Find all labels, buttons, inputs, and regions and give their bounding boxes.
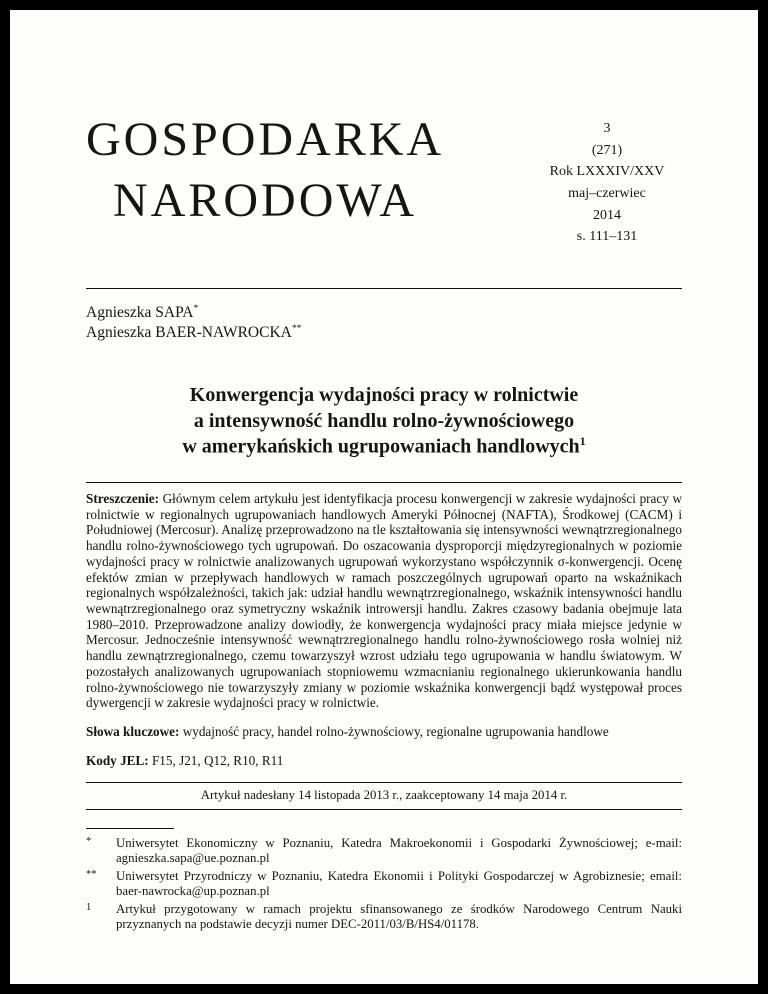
article-title-line: w amerykańskich ugrupowaniach handlowych$^1$	[182, 434, 586, 458]
issue-year: 2014	[593, 207, 621, 223]
article-title-line: a intensywność handlu rolno-żywnościowego	[193, 409, 575, 432]
footnote-text: Uniwersytet Ekonomiczny w Poznaniu, Katedra Makroekonomii i Gospodarki Żywnościowej; e-mail: agnieszka.sapa@ue.poznan.pl	[116, 835, 682, 866]
footnote-text: Uniwersytet Przyrodniczy w Poznaniu, Katedra Ekonomii i Polityki Gospodarczej w Agrobiznesie; email: baer-nawrocka@up.poznan.pl	[116, 868, 682, 899]
jel-text: F15, J21, Q12, R10, R11	[151, 753, 284, 768]
keywords-text: wydajność pracy, handel rolno-żywnościowy, regionalne ugrupowania handlowe	[182, 724, 609, 740]
page-content	[86, 10, 682, 933]
masthead-rule	[86, 288, 682, 289]
author-line	[86, 303, 682, 323]
footnote-marker: **	[86, 868, 97, 880]
author-block	[86, 303, 682, 343]
footnote-marker: 1	[86, 901, 92, 913]
footnote-separator-rule	[86, 828, 174, 829]
keywords-label: Słowa kluczowe:	[86, 724, 180, 740]
footnote	[86, 869, 682, 900]
submission-bottom-rule	[86, 809, 682, 810]
keywords-paragraph	[86, 724, 682, 740]
abstract-label: Streszczenie:	[86, 491, 159, 507]
abstract-paragraph	[86, 491, 682, 711]
author-name: Agnieszka SAPA	[86, 304, 194, 322]
author-name: Agnieszka BAER-NAWROCKA	[86, 324, 292, 342]
issue-volume: Rok LXXXIV/XXV	[549, 164, 665, 180]
issue-months: maj–czerwiec	[568, 186, 646, 202]
issue-sequence: (271)	[591, 142, 623, 158]
title-footnote-marker: 1	[579, 434, 586, 449]
footnotes-block	[86, 836, 682, 933]
jel-label: Kody JEL:	[86, 753, 149, 768]
footnote-marker: *	[86, 835, 92, 847]
jel-paragraph	[86, 753, 682, 769]
abstract-top-rule	[86, 482, 682, 483]
journal-title-line2: NARODOWA	[113, 173, 418, 227]
issue-number: 3	[603, 121, 611, 136]
article-title	[86, 383, 682, 460]
footnote	[86, 902, 682, 933]
author-affiliation-marker: *	[193, 303, 199, 315]
issue-pages: s. 111–131	[576, 229, 638, 245]
article-title-line: Konwergencja wydajności pracy w rolnictwie	[189, 384, 579, 407]
journal-page	[10, 10, 758, 984]
journal-title	[86, 110, 444, 232]
journal-title-line1: GOSPODARKA	[86, 113, 445, 166]
abstract-text: Głównym celem artykułu jest identyfikacja procesu konwergencji w zakresie wydajności pracy w rolnictwie w regionalnych ugrupowaniach handlowych Ameryki Północnej (NAFTA), Środkowej (CACM) i Południowej (Mercosur). Analizę przeprowadzono na tle kształtowania się intensywności wewnątrzregionalnego handlu rolno-żywnościowego tych ugrupowań. Do oszacowania dysproporcji międzyregionalnych w poziomie wydajności pracy w rolnictwie analizowanych ugrupowań wykorzystano współczynnik σ-konwergencji. Ocenę efektów zmian w przepływach handlowych w ramach poszczególnych ugrupowań oparto na wskaźnikach regionalnych współzależności, takich jak: udział handlu wewnątrzregionalnego, wskaźnik intensywności handlu wewnątrzregionalnego oraz symetryczny wskaźnik introwersji handlu. Zakres czasowy badania obejmuje lata 1980–2010. Przeprowadzone analizy dowiodły, że konwergencja wydajności pracy miała miejsce jedynie w Mercosur. Jednocześnie intensywność wewnątrzregionalnego handlu rolno-żywnościowego rosła wolniej niż handlu zewnątrzregionalnego, czemu towarzyszył wzrost udziału tego ugrupowania w handlu światowym. W pozostałych analizowanych ugrupowaniach stopniowemu wzmacnianiu regionalnego ukierunkowania handlu rolno-żywnościowego nie towarzyszyły zmiany w poziomie wskaźnika konwergencji bądź występował proces dywergencji w zakresie wydajności pracy w rolnictwie.	[86, 491, 683, 711]
footnote-text: Artykuł przygotowany w ramach projektu sfinansowanego ze środków Narodowego Centrum Nauki przyznanych na podstawie decyzji numer DEC-2011/03/B/HS4/01178.	[116, 901, 682, 932]
author-affiliation-marker: **	[291, 323, 302, 335]
footnote	[86, 836, 682, 867]
journal-masthead	[86, 10, 682, 248]
submission-note: Artykuł nadesłany 14 listopada 2013 r., zaakceptowany 14 maja 2014 r.	[200, 787, 568, 802]
issue-info	[532, 110, 682, 248]
submission-block	[86, 782, 682, 810]
author-line	[86, 323, 682, 343]
